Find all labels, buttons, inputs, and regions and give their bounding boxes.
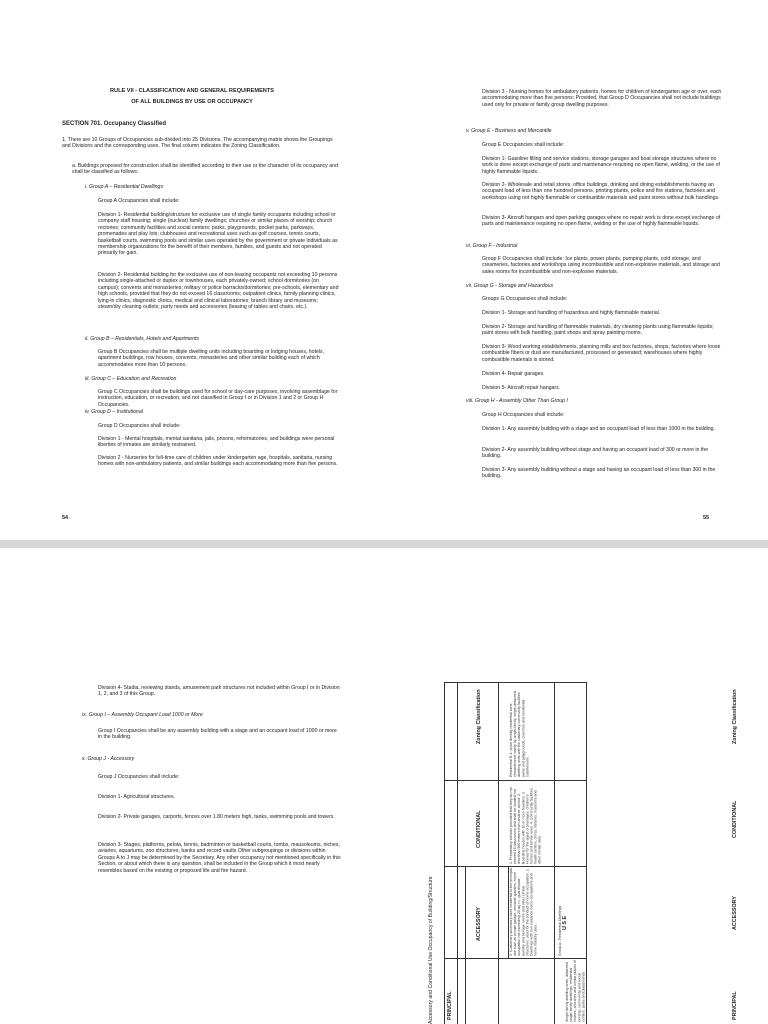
table-row-divider bbox=[444, 780, 587, 781]
group-j-division-2: Division 2- Private garages, carports, fences over 1.80 meters high, tanks, swimming pools and towers. bbox=[98, 814, 335, 820]
group-h-division-4: Division 4- Stadia, reviewing stands, amusement park structures not included within Group I or in Division 1, 2, and 3 of this Group. bbox=[98, 685, 340, 698]
table-col-divider bbox=[554, 682, 555, 1024]
table-col-divider bbox=[457, 682, 458, 1024]
table-border-right bbox=[586, 682, 587, 1024]
group-d-heading: iv. Group D – Institutional bbox=[85, 409, 143, 415]
group-i-heading: ix. Group I – Assembly Occupant Load 1000 or More bbox=[82, 712, 203, 718]
page-number: 55 bbox=[703, 515, 710, 521]
conditional-cell: 1. Preparatory schools provided that they do not exceed 16 classrooms and shall be located not less than 500 meters from another school. 2. Boarding houses with 10 or more boarders. 3. Homes for the aged, orphanages, children's homes and similar uses. 4. Community facilities, health centers, clinics, libraries, museums and other similar uses. bbox=[509, 787, 542, 864]
page-number: 54 bbox=[62, 515, 69, 521]
group-a-intro: Group A Occupancies shall include: bbox=[98, 198, 180, 204]
group-g-division-3: Division 3- Wood working establishments, planning mills and box factories, shops, factories where loose combustible fibers or dust are manufactured, processed or generated; warehouses where highly combustible materials is stored. bbox=[482, 344, 721, 363]
group-b-heading: ii. Group B – Residentials, Hotels and Apartments bbox=[85, 336, 199, 342]
group-c-heading: iii. Group C – Education and Recreation bbox=[85, 376, 177, 382]
rule-subtitle: OF ALL BUILDINGS BY USE OR OCCUPANCY bbox=[131, 99, 253, 105]
group-h-heading: viii. Group H - Assembly Other Than Group I bbox=[466, 398, 568, 404]
group-b-text: Group B Occupancies shall be multiple dwelling units including boarding or lodging houses, hotels, apartment buildings, row houses, convents, monasteries and other similar building each of which accommodates more than 10 persons. bbox=[98, 349, 325, 368]
page-57 bbox=[384, 548, 768, 1024]
group-g-heading: vii. Group G - Storage and Hazardous bbox=[466, 283, 554, 289]
zoning-cell: Residential R-1: a low density residential zone characterized mainly by single-family, single-detached dwelling units with the customary community facilities, parks and playgrounds, churches and residential subdivisions. bbox=[509, 691, 530, 777]
group-f-text: Group F Occupancies shall include: Ice plants, power plants, pumping plants, cold storage, and creameries, factories and workshops using incombustible and non-explosive materials, and storage and sales rooms for incombustible and non-explosive materials. bbox=[482, 256, 720, 275]
group-c-text: Group C Occupancies shall be buildings used for school or day-care purposes, involving assemblage for instruction, education, or recreation, and not classified in Group I or in Division 1 and 2 or Group H Occupancies. bbox=[98, 389, 338, 408]
use-header: U S E bbox=[562, 915, 568, 930]
page-55 bbox=[384, 0, 768, 540]
column-zoning: Zoning Classification bbox=[476, 689, 482, 744]
group-d-division-3: Division 3 - Nursing homes for ambulatory patients, homes for children of kindergarten age or over, each accommodating more than five persons: Provided, that Group D Occupancies shall not include buildings used only for private or family group dwelling purposes. bbox=[482, 89, 722, 108]
column-accessory: ACCESSORY bbox=[476, 907, 482, 941]
group-d-intro: Group D Occupancies shall include: bbox=[98, 423, 181, 429]
group-e-division-1: Division 1- Gasoline filling and service stations, storage garages and boat storage structures where no work is done except exchange of parts and maintenance requiring no open flame, welding, or the use of highly flammable liquids. bbox=[482, 156, 720, 175]
principal-cell: Single family dwelling units, detached single-family dwellings, residential houses, churches and similar places of worship, community and social centers, parks and playgrounds. bbox=[565, 960, 585, 1022]
group-j-heading: x. Group J - Accessory bbox=[82, 756, 135, 762]
group-e-division-2: Division 2- Wholesale and retail stores, office buildings, drinking and dining establishments having an occupant load of less than one hundred persons, printing plants, police and fire stations, factories and workshops using not highly flammable or combustible materials and paint stores without bulk handlings. bbox=[482, 182, 720, 201]
column-principal: PRINCIPAL bbox=[732, 991, 738, 1020]
group-g-division-2: Division 2- Storage and handling of flammable materials, dry cleaning plants using flammable liquids; paint stores with bulk handling, paint shops and spray painting rooms. bbox=[482, 324, 714, 337]
group-h-division-1: Division 1- Any assembly building with a stage and an occupant load of less than 1000 in the building. bbox=[482, 426, 716, 432]
paragraph-a: a. Buildings proposed for construction shall be identified according to their use or the character of its occupancy and shall be classified as follows: bbox=[72, 163, 338, 176]
group-e-division-3: Division 3- Aircraft hangars and open parking garages where no repair work is done except exchange of parts and maintenance requiring no open flame, welding or the use of highly flammable liquids. bbox=[482, 215, 721, 228]
rule-title: RULE VII - CLASSIFICATION AND GENERAL REQUIREMENTS bbox=[110, 88, 274, 94]
table-title: Accessory and Conditional Use Occupancy of Building/Structure bbox=[428, 876, 434, 1024]
group-a-division-1: Division 1- Residential building/structure for exclusive use of single family occupants including school or company staff housing; single (nuclear) family dwellings; churches or similar places of worship; church rectories; community facilities and social centers; parks, playgrounds, pocket parks, parkways, promenades and play lots; clubhouses and recreational uses such as golf courses, tennis courts, basketball courts, swimming pools and similar uses operated by the government or private individuals as membership organizations for the benefit of their members, families, and guests and not operated primarily for gain. bbox=[98, 212, 338, 257]
table-col-divider bbox=[465, 866, 466, 1024]
accessory-cell: 1. Customary accessory uses incidental to the principal use such as private garage, servants quarters, home occupation not exceeding 20 sq. m., guardhouse, laundry and storage rooms and other similar structures, used for the conduct of home occupation. 2. Dwellings with non-nuisance home occupations and home industry uses. bbox=[509, 868, 538, 956]
column-accessory: ACCESSORY bbox=[732, 896, 738, 930]
table-border-left bbox=[444, 682, 445, 1024]
section-heading: SECTION 701. Occupancy Classified bbox=[62, 121, 167, 127]
group-g-division-5: Division 5- Aircraft repair hangars. bbox=[482, 385, 561, 391]
column-zoning: Zoning Classification bbox=[732, 689, 738, 744]
group-d-division-2: Division 2 - Nurseries for full-time care of children under kindergarten age, hospitals, sanitaria, nursing homes with non-ambulatory patients, and similar buildings each accommodating more than five persons. bbox=[98, 455, 338, 468]
group-j-division-3: Division 3- Stages, platforms, pelota, tennis, badminton or basketball courts, tombs, mausoleums, niches, aviaries, aquariums, zoo structures, banks and record vaults Other subgroupings or divisions within Groups A to J may be determined by the Secretary. Any other occupancy not mentioned specifically in this Section, or about which there is any question, shall be included in the Group which it most nearly resembles based on the existing or proposed life and fire hazard. bbox=[98, 842, 341, 874]
paragraph-1: 1. There are 10 Groups of Occupancies sub-divided into 25 Divisions. The accompanying matrix shows the Groupings and Divisions and the corresponding uses. The final column indicates the Zoning Classification. bbox=[62, 137, 333, 150]
group-d-division-1: Division 1 - Mental hospitals, mental sanitaria, jails, prisons, reformatories, and buildings were personal liberties of inmates are similarly restrained. bbox=[98, 436, 335, 449]
group-h-intro: Group H Occupancies shall include: bbox=[482, 412, 565, 418]
column-principal: PRINCIPAL bbox=[447, 991, 453, 1020]
column-conditional: CONDITIONAL bbox=[476, 810, 482, 848]
group-j-intro: Group J Occupancies shall include: bbox=[98, 774, 180, 780]
page-56 bbox=[0, 548, 384, 1024]
table-col-divider bbox=[498, 682, 499, 1024]
group-e-intro: Group E Occupancies shall include: bbox=[482, 142, 565, 148]
column-conditional: CONDITIONAL bbox=[732, 800, 738, 838]
group-e-heading: v. Group E - Business and Mercantile bbox=[466, 128, 552, 134]
page-54 bbox=[0, 0, 384, 540]
group-i-text: Group I Occupancies shall be any assembly building with a stage and an occupant load of 1000 or more in the building. bbox=[98, 728, 337, 741]
group-g-intro: Groups G Occupancies shall include: bbox=[482, 296, 568, 302]
group-f-heading: vi. Group F - Industrial bbox=[466, 243, 518, 249]
table-border-top bbox=[444, 682, 587, 683]
group-a-heading: i. Group A – Residential Dwellings bbox=[85, 184, 164, 190]
group-g-division-1: Division 1- Storage and handling of hazardous and highly flammable material. bbox=[482, 310, 661, 316]
group-label: Group A - Residential Dwellings bbox=[558, 905, 562, 956]
group-a-division-2: Division 2- Residential building for the exclusive use of non-leasing occupants not exceeding 10 persons including single-attached or duplex or townhouses, each privately-owned; school dormitories (on campus); convents and monasteries; military or police barracks/dormitories; pre-schools, elementary and high schools, provided that they do not exceed 16 classrooms; outpatient clinics, family planning clinics, lying-in clinics, diagnostic clinics, medical and clinical laboratories; branch library and museums; steam/dry cleaning outlets; party needs and accessories (leasing of tables and chairs, etc.). bbox=[98, 272, 339, 311]
group-h-division-2: Division 2- Any assembly building without stage and having an occupant load of 300 or more in the building. bbox=[482, 447, 709, 460]
group-j-division-1: Division 1- Agricultural structures. bbox=[98, 794, 175, 800]
group-h-division-3: Division 3- Any assembly building without a stage and having an occupant load of less than 300 in the building. bbox=[482, 467, 716, 480]
group-g-division-4: Division 4- Repair garages. bbox=[482, 371, 545, 377]
